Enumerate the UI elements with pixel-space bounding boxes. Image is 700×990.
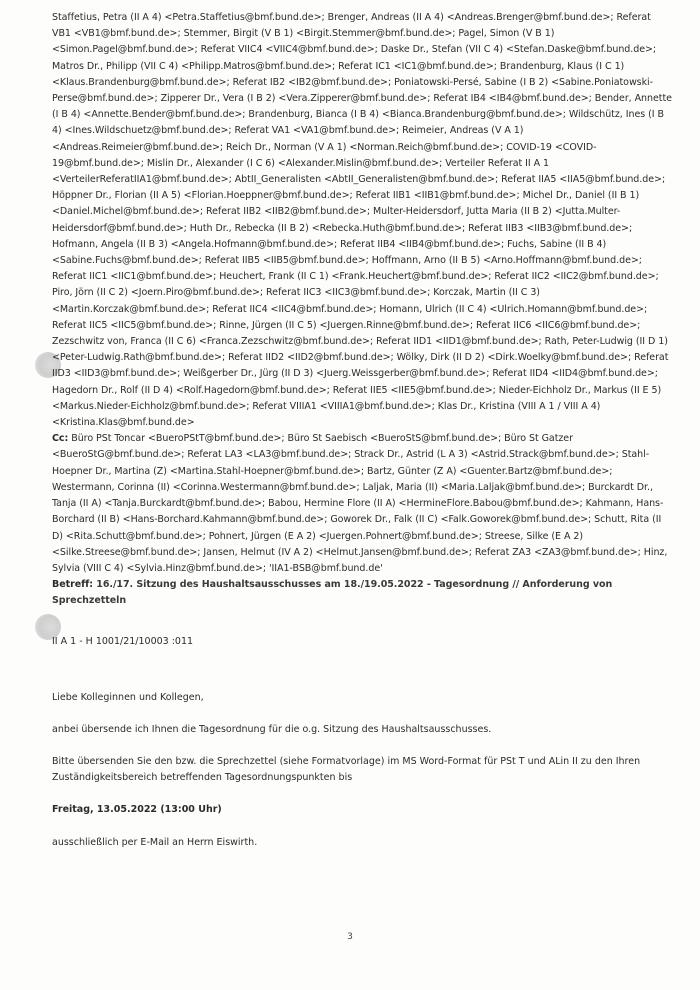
reference-number: II A 1 - H 1001/21/10003 :011	[52, 635, 194, 647]
paragraph-intro: anbei übersende ich Ihnen die Tagesordnung für die o.g. Sitzung des Haushaltsausschusses.	[52, 723, 492, 735]
cc-label: Cc:	[52, 433, 69, 445]
greeting: Liebe Kolleginnen und Kollegen,	[52, 691, 204, 703]
paragraph-request: Bitte übersenden Sie den bzw. die Sprechzettel (siehe Formatvorlage) im MS Word-Format für PSt T und ALin II zu den Ihren Zuständigkeitsbereich betreffenden Tagesordnungspunkten bis	[52, 755, 641, 784]
paragraph-delivery: ausschließlich per E-Mail an Herrn Eiswirth.	[52, 836, 258, 848]
to-recipients: Staffetius, Petra (II A 4) <Petra.Staffetius@bmf.bund.de>; Brenger, Andreas (II A 4) <Andreas.Brenger@bmf.bund.de>; Referat VB1 <VB1@bmf.bund.de>; Stemmer, Birgit (V B 1) <Birgit.Stemmer@bmf.bund.de>; Pagel, Simon (V B 1) <Simon.Pagel@bmf.bund.de>; Referat VIIC4 <VIIC4@bmf.bund.de>; Daske Dr., Stefan (VII C 4) <Stefan.Daske@bmf.bund.de>; Matros Dr., Philipp (VII C 4) <Philipp.Matros@bmf.bund.de>; Referat IC1 <IC1@bmf.bund.de>; Brandenburg, Klaus (I C 1) <Klaus.Brandenburg@bmf.bund.de>; Referat IB2 <IB2@bmf.bund.de>; Poniatowski-Persé, Sabine (I B 2) <Sabine.Poniatowski-Perse@bmf.bund.de>; Zipperer Dr., Vera (I B 2) <Vera.Zipperer@bmf.bund.de>; Referat IB4 <IB4@bmf.bund.de>; Bender, Annette (I B 4) <Annette.Bender@bmf.bund.de>; Brandenburg, Bianca (I B 4) <Bianca.Brandenburg@bmf.bund.de>; Wildschütz, Ines (I B 4) <Ines.Wildschuetz@bmf.bund.de>; Referat VA1 <VA1@bmf.bund.de>; Reimeier, Andreas (V A 1) <Andreas.Reimeier@bmf.bund.de>; Reich Dr., Norman (V A 1) <Norman.Reich@bmf.bund.de>; COVID-19 <COVID-19@bmf.bund.de>; Mislin Dr., Alexander (I C 6) <Alexander.Mislin@bmf.bund.de>; Verteiler Referat II A 1 <VerteilerReferatIIA1@bmf.bund.de>; AbtII_Generalisten <AbtII_Generalisten@bmf.bund.de>; Referat IIA5 <IIA5@bmf.bund.de>; Höppner Dr., Florian (II A 5) <Florian.Hoeppner@bmf.bund.de>; Referat IIB1 <IIB1@bmf.bund.de>; Michel Dr., Daniel (II B 1) <Daniel.Michel@bmf.bund.de>; Referat IIB2 <IIB2@bmf.bund.de>; Multer-Heidersdorf, Jutta Maria (II B 2) <Jutta.Multer-Heidersdorf@bmf.bund.de>; Huth Dr., Rebecka (II B 2) <Rebecka.Huth@bmf.bund.de>; Referat IIB3 <IIB3@bmf.bund.de>; Hofmann, Angela (II B 3) <Angela.Hofmann@bmf.bund.de>; Referat IIB4 <IIB4@bmf.bund.de>; Fuchs, Sabine (II B 4) <Sabine.Fuchs@bmf.bund.de>; Referat IIB5 <IIB5@bmf.bund.de>; Hoffmann, Arno (II B 5) <Arno.Hoffmann@bmf.bund.de>; Referat IIC1 <IIC1@bmf.bund.de>; Heuchert, Frank (II C 1) <Frank.Heuchert@bmf.bund.de>; Referat IIC2 <IIC2@bmf.bund.de>; Piro, Jörn (II C 2) <Joern.Piro@bmf.bund.de>; Referat IIC3 <IIC3@bmf.bund.de>; Korczak, Martin (II C 3) <Martin.Korczak@bmf.bund.de>; Referat IIC4 <IIC4@bmf.bund.de>; Homann, Ulrich (II C 4) <Ulrich.Homann@bmf.bund.de>; Referat IIC5 <IIC5@bmf.bund.de>; Rinne, Jürgen (II C 5) <Juergen.Rinne@bmf.bund.de>; Referat IIC6 <IIC6@bmf.bund.de>; Zezschwitz von, Franca (II C 6) <Franca.Zezschwitz@bmf.bund.de>; Referat IID1 <IID1@bmf.bund.de>; Rath, Peter-Ludwig (II D 1) <Peter-Ludwig.Rath@bmf.bund.de>; Referat IID2 <IID2@bmf.bund.de>; Wölky, Dirk (II D 2) <Dirk.Woelky@bmf.bund.de>; Referat IID3 <IID3@bmf.bund.de>; Weißgerber Dr., Jürg (II D 3) <Juerg.Weissgerber@bmf.bund.de>; Referat IID4 <IID4@bmf.bund.de>; Hagedorn Dr., Rolf (II D 4) <Rolf.Hagedorn@bmf.bund.de>; Referat IIE5 <IIE5@bmf.bund.de>; Nieder-Eichholz Dr., Markus (II E 5) <Markus.Nieder-Eichholz@bmf.bund.de>; Referat VIIIA1 <VIIIA1@bmf.bund.de>; Klas Dr., Kristina (VIII A 1 / VIII A 4) <Kristina.Klas@bmf.bund.de>	[52, 12, 672, 429]
subject-text: 16./17. Sitzung des Haushaltsausschusses am 18./19.05.2022 - Tagesordnung // Anforderung von Sprechzetteln	[52, 579, 613, 607]
cc-recipients: Büro PSt Toncar <BueroPStT@bmf.bund.de>; Büro St Saebisch <BueroStS@bmf.bund.de>; Büro St Gatzer <BueroStG@bmf.bund.de>; Referat LA3 <LA3@bmf.bund.de>; Strack Dr., Astrid (L A 3) <Astrid.Strack@bmf.bund.de>; Stahl-Hoepner Dr., Martina (Z) <Martina.Stahl-Hoepner@bmf.bund.de>; Bartz, Günter (Z A) <Guenter.Bartz@bmf.bund.de>; Westermann, Corinna (II) <Corinna.Westermann@bmf.bund.de>; Laljak, Maria (II) <Maria.Laljak@bmf.bund.de>; Burckardt Dr., Tanja (II A) <Tanja.Burckardt@bmf.bund.de>; Babou, Hermine Flore (II A) <HermineFlore.Babou@bmf.bund.de>; Kahmann, Hans-Borchard (II B) <Hans-Borchard.Kahmann@bmf.bund.de>; Goworek Dr., Falk (II C) <Falk.Goworek@bmf.bund.de>; Schutt, Rita (II D) <Rita.Schutt@bmf.bund.de>; Pohnert, Jürgen (E A 2) <Juergen.Pohnert@bmf.bund.de>; Streese, Silke (E A 2) <Silke.Streese@bmf.bund.de>; Jansen, Helmut (IV A 2) <Helmut.Jansen@bmf.bund.de>; Referat ZA3 <ZA3@bmf.bund.de>; Hinz, Sylvia (VIII C 4) <Sylvia.Hinz@bmf.bund.de>; 'IIA1-BSB@bmf.bund.de'	[52, 433, 668, 574]
deadline: Freitag, 13.05.2022 (13:00 Uhr)	[52, 804, 222, 816]
page-number: 3	[347, 932, 353, 942]
subject-label: Betreff:	[52, 579, 94, 591]
email-body	[52, 10, 672, 851]
recipient-list	[52, 10, 672, 610]
